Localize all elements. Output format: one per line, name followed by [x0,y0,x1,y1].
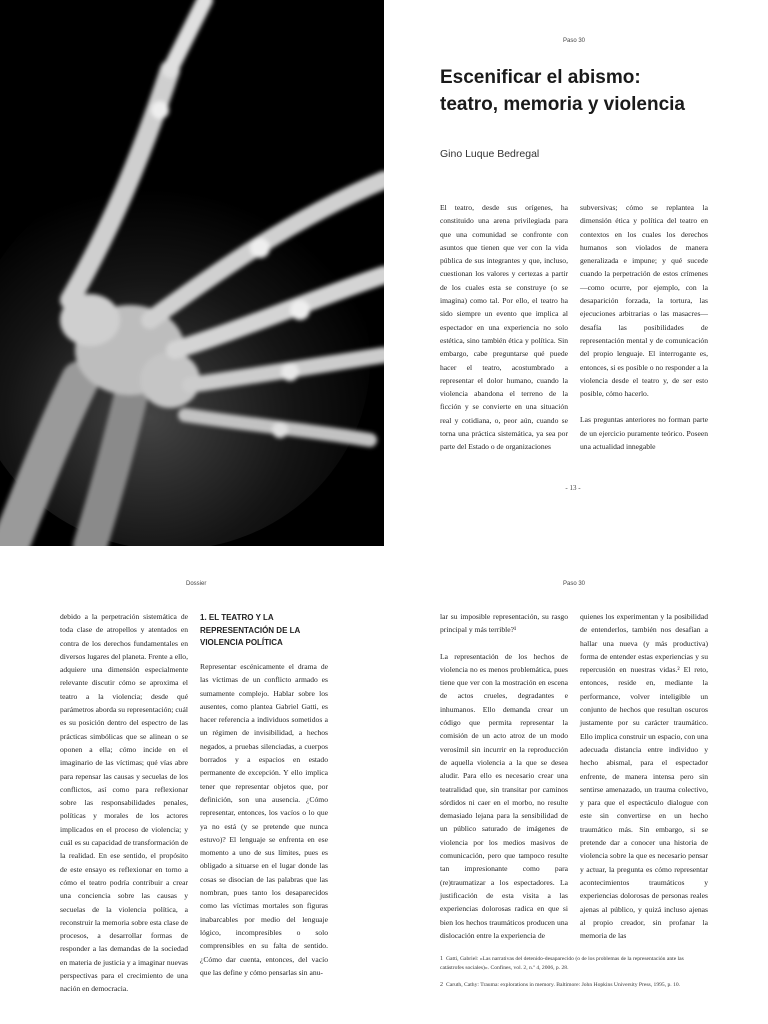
left-paragraph-1: debido a la perpetración sistemática de toda clase de atropellos y atentados en contra de los derechos fundamentales en diversos lugares del planeta. Frente a ello, adquiere una dimensión especialmente relevante discutir cómo se aproxima el teatro a la violencia; desde qué parámetros aborda su representación; cuál es su posición dentro del espectro de las prácticas simbólicas que se alinean o se oponen a ella; cómo incide en el imaginario de las víctimas; qué vías abre para repensar las causas y secuelas de los conflictos, así como para reflexionar sobre las responsabilidades penales, políticas y morales de los actores implicados en el proceso de violencia; y cuál es su capacidad de transformación de la realidad. En ese sentido, el propósito de este ensayo es reflexionar en torno a cómo el teatro podría contribuir a crear una conciencia sobre las causas y secuelas de la violencia política, a reconstruir la memoria sobre esta clase de procesos, a desarrollar formas de responder a las demandas de la sociedad en materia de justicia y a imaginar nuevas perspectivas para el crecimiento de una nación en democracia. [60,612,188,994]
left-column-2 [200,660,328,979]
running-head-right: Paso 30 [563,581,586,587]
xray-hand-illustration [0,0,384,546]
intro-column-2 [580,201,708,453]
page-number: - 13 - [565,484,581,492]
left-paragraph-2: Representar escénicamente el drama de las víctimas de un conflicto armado es sumamente complejo. Hablar sobre los ausentes, como plantea Gabriel Gatti, es hacer referencia a individuos sometidos a un régimen de invisibilidad, a hechos negados, a pruebas silenciadas, a cuerpos borrados y a espacios en estado permanente de excepción. Y ello implica tener que representar objetos que, por definición, son una ausencia. ¿Cómo representar, entonces, los vacíos o lo que ya no está (y se pretende que nunca estuvo)? El lenguaje se enfrenta en ese momento a uno de sus límites, pues es obligado a situarse en el lugar donde las cosas se disocian de las palabras que las nombran, pues tanto los desaparecidos como las víctimas mortales son figuras inabarcables por medio del lenguaje lógico, incompresibles o solo comprensibles en su falta de sentido. ¿Cómo dar cuenta, entonces, del vacío que las define y cómo pensarlas sin anu- [200,662,328,977]
heading-line-1: 1. EL TEATRO Y LA [200,613,274,622]
heading-line-2: REPRESENTACIÓN DE LA [200,625,301,635]
intro-paragraph-1: El teatro, desde sus orígenes, ha constituido una arena privilegiada para que una comunidad se confronte con asuntos que tienen que ver con la vida pública de sus integrantes y que, incluso, cuestionan los valores y certezas a partir de los cuales esta se construye (o se imagina) como tal. Por ello, el teatro ha sido siempre un evento que implica al espectador en una experiencia no solo estética, sino también ética y política. Sin embargo, cabe preguntarse qué puede hacer el teatro, acostumbrado a representar el dolor humano, cuando la violencia abandona el terreno de la ficción y se convierte en una situación real y cotidiana, o, peor aún, cuando se torna una práctica sistemática, ya sea por parte del Estado o de organizaciones [440,203,568,452]
right-paragraph-2: La representación de los hechos de violencia no es menos problemática, pues tiene que ver con la mostración en escena de actos crueles, degradantes e inhumanos. Ello demanda crear un código que permita representar la comisión de un acto atroz de un modo verosímil sin incurrir en la reproducción de aquella violencia a la que se desea aludir. Para ello es necesario crear una teatralidad que, sin transitar por caminos sórdidos ni caer en el morbo, no resulte demasiado lejana para la sensibilidad de un público saturado de imágenes de violencia por los medios masivos de comunicación, pero que tampoco resulte tan impresionante como para (re)traumatizar a los espectadores. La justificación de esta visita a las experiencias dolorosas radica en que si bien los hechos traumáticos producen una dislocación entre la experiencia de [440,651,568,940]
right-paragraph-1: lar su imposible representación, su rasgo principal y más terrible?¹ [440,612,568,635]
xray-hand-image [0,0,384,546]
footnote-2-mark: 2 [440,982,443,988]
section-heading [200,612,330,650]
right-paragraph-3: quienes los experimentan y la posibilidad de entenderlos, también nos desafían a hallar una nueva (y más productiva) forma de entender estas experiencias y su repercusión en nuestras vidas.² El reto, entonces, reside en, mediante la performance, volver inteligible un conjunto de hechos que resultan oscuros justamente por su carácter traumático. Ello implica construir un espacio, con una adecuada distancia entre individuo y hecho abismal, para el espectador enfrente, de manera intensa pero sin sentirse amenazado, un trauma colectivo, y para que el espectáculo dialogue con este sin convertirse en un hecho traumático más. Sin embargo, si se pretende dar a conocer una historia de violencia sobre la que es necesario pensar y actuar, la pregunta es cómo representar acontecimientos traumáticos y experiencias dolorosas de personas reales ajenas al público, y quizá incluso ajenas al propio creador, sin profanar la memoria de las [580,612,709,941]
author-name: Gino Luque Bedregal [440,148,540,160]
footnote-1 [440,955,708,973]
article-title [440,64,740,118]
intro-column-1 [440,201,568,454]
right-column-2 [580,610,708,942]
running-head-left: Dossier [186,581,207,587]
footnote-1-mark: 1 [440,956,443,962]
title-line-2: teatro, memoria y violencia [440,94,685,115]
title-line-1: Escenificar el abismo: [440,67,641,88]
intro-paragraph-3: Las preguntas anteriores no forman parte de un ejercicio puramente teórico. Poseen una actualidad innegable [580,415,708,452]
footnote-1-text: Gatti, Gabriel: «Las narrativas del detenido-desaparecido (o de los problemas de la representación ante las catástrofes sociales)». Confines, vol. 2, n.º 4, 2006, p. 28. [440,956,684,971]
footnote-2-text: Caruth, Cathy: Trauma: explorations in memory. Baltimore: John Hopkins University Press, 1995, p. 10. [446,982,681,988]
running-head-top: Paso 30 [563,38,586,44]
left-column-1 [60,610,188,996]
footnote-2 [440,981,708,990]
right-column-1 [440,610,568,942]
heading-line-3: VIOLENCIA POLÍTICA [200,638,283,647]
intro-paragraph-2: subversivas; cómo se replantea la dimensión ética y política del teatro en contextos en los cuales los derechos humanos son violados de manera generalizada e impune; y qué sucede cuando la perpetración de estos crímenes —como ocurre, por ejemplo, con la desaparición forzada, la tortura, las ejecuciones arbitrarias o las masacres— desafía las posibilidades de representación mental y de comunicación del propio lenguaje. El interrogante es, entonces, si es posible o no responder a la violencia desde el teatro y, de ser esto posible, cómo hacerlo. [580,203,708,399]
